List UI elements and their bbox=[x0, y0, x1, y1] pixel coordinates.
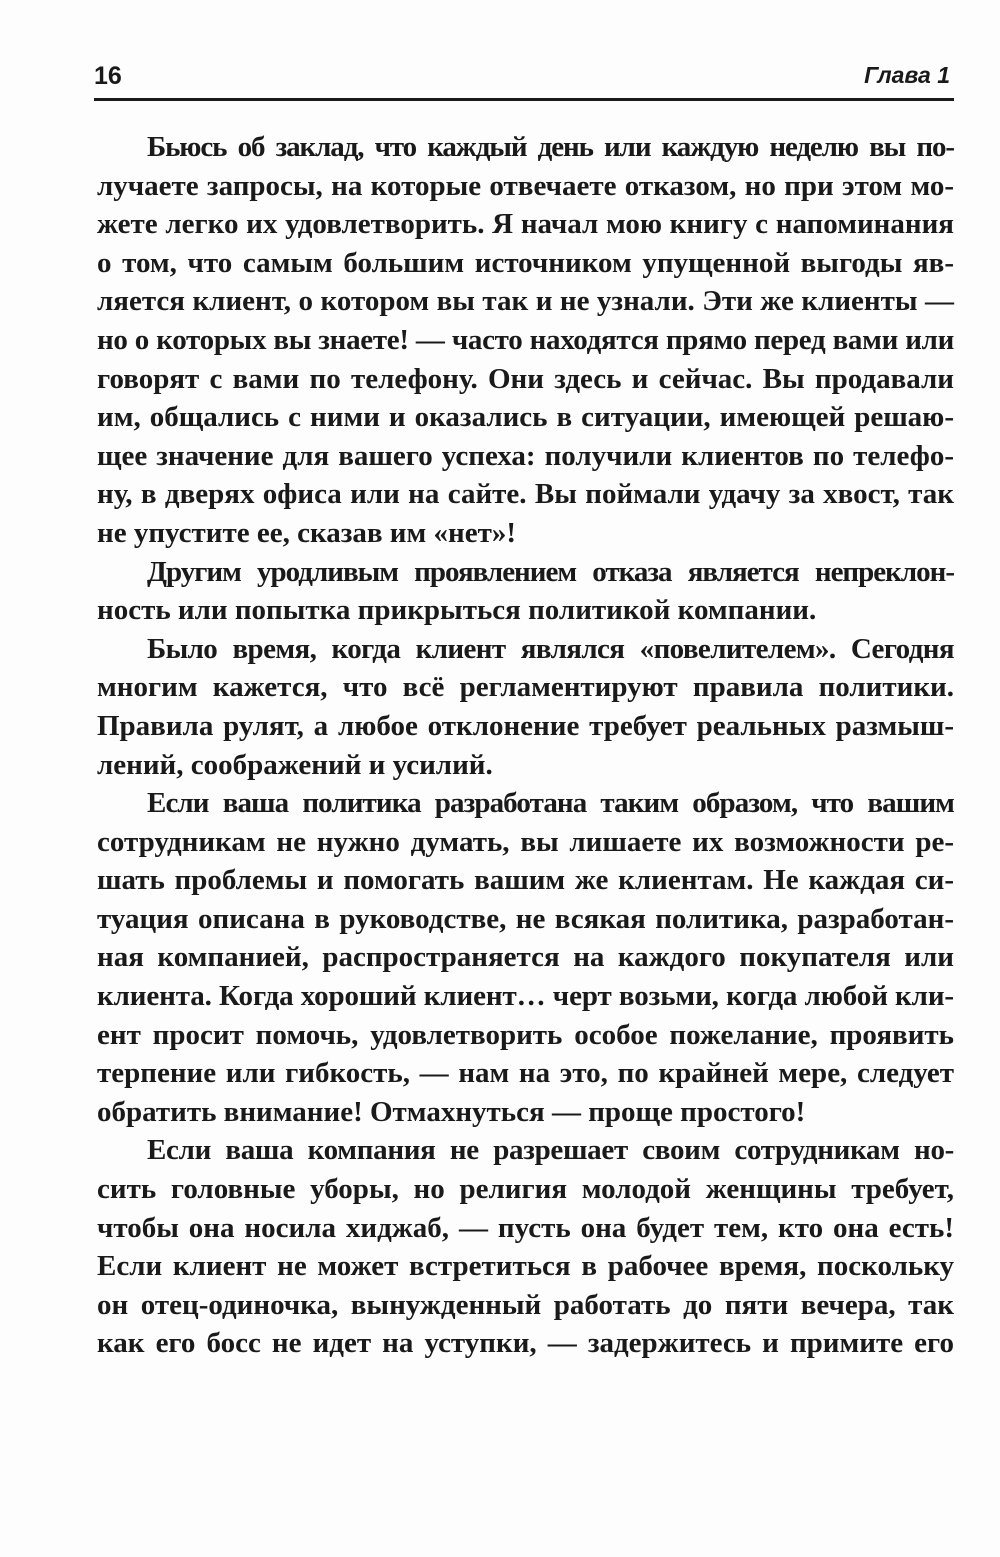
body-text bbox=[97, 128, 954, 1363]
text-line: шать проблемы и помогать вашим же клиентам. Не каждая си- bbox=[97, 864, 954, 897]
chapter-title: Глава 1 bbox=[864, 62, 950, 88]
text-line: чтобы она носила хиджаб, — пусть она будет тем, кто она есть! bbox=[97, 1211, 954, 1244]
text-line: Другим уродливым проявлением отказа является непреклон- bbox=[147, 555, 954, 588]
text-line: Если ваша политика разработана таким образом, что вашим bbox=[147, 787, 954, 820]
text-line: Если ваша компания не разрешает своим сотрудникам но- bbox=[147, 1134, 954, 1167]
text-line: ну, в дверях офиса или на сайте. Вы поймали удачу за хвост, так bbox=[97, 478, 954, 511]
text-line: сить головные уборы, но религия молодой женщины требует, bbox=[97, 1173, 954, 1206]
text-line: обратить внимание! Отмахнуться — проще простого! bbox=[97, 1095, 806, 1128]
text-line: жете легко их удовлетворить. Я начал мою книгу с напоминания bbox=[97, 208, 954, 241]
paragraph-3 bbox=[97, 630, 954, 784]
text-line: ность или попытка прикрыться политикой компании. bbox=[97, 594, 817, 627]
paragraph-1 bbox=[97, 128, 954, 553]
text-line: ляется клиент, о котором вы так и не узнали. Эти же клиенты — bbox=[97, 285, 954, 318]
text-line: им, общались с ними и оказались в ситуации, имеющей решаю- bbox=[97, 401, 954, 434]
page-number: 16 bbox=[94, 62, 122, 90]
text-line: сотрудникам не нужно думать, вы лишаете их возможности ре- bbox=[97, 825, 954, 858]
text-line: терпение или гибкость, — нам на это, по крайней мере, следует bbox=[97, 1057, 954, 1090]
text-line: он отец-одиночка, вынужденный работать до пяти вечера, так bbox=[97, 1288, 954, 1321]
running-header bbox=[94, 58, 954, 101]
text-line: Правила рулят, а любое отклонение требует реальных размыш- bbox=[97, 709, 954, 742]
text-line: многим кажется, что всё регламентируют правила политики. bbox=[97, 671, 954, 704]
paragraph-2 bbox=[97, 553, 954, 630]
text-line: Если клиент не может встретиться в рабочее время, поскольку bbox=[97, 1250, 954, 1283]
text-line: Бьюсь об заклад, что каждый день или каждую неделю вы по- bbox=[147, 131, 954, 163]
text-line: лучаете запросы, на которые отвечаете отказом, но при этом мо- bbox=[97, 169, 954, 202]
text-line: лений, соображений и усилий. bbox=[97, 748, 493, 781]
text-line: клиента. Когда хороший клиент… черт возьми, когда любой кли- bbox=[97, 980, 954, 1013]
text-line: но о которых вы знаете! — часто находятся прямо перед вами или bbox=[97, 323, 954, 356]
text-line: Было время, когда клиент являлся «повелителем». Сегодня bbox=[147, 632, 954, 665]
paragraph-5 bbox=[97, 1131, 954, 1363]
paragraph-4 bbox=[97, 784, 954, 1131]
text-line: ент просит помочь, удовлетворить особое пожелание, проявить bbox=[97, 1018, 954, 1051]
text-line: как его босс не идет на уступки, — задержитесь и примите его bbox=[97, 1327, 954, 1360]
text-line: о том, что самым большим источником упущенной выгоды яв- bbox=[97, 246, 954, 279]
text-line: щее значение для вашего успеха: получили клиентов по телефо- bbox=[97, 439, 954, 472]
text-line: говорят с вами по телефону. Они здесь и сейчас. Вы продавали bbox=[97, 362, 954, 395]
text-line: туация описана в руководстве, не всякая политика, разработан- bbox=[97, 902, 954, 935]
text-line: ная компанией, распространяется на каждого покупателя или bbox=[97, 941, 954, 974]
text-line: не упустите ее, сказав им «нет»! bbox=[97, 516, 516, 549]
